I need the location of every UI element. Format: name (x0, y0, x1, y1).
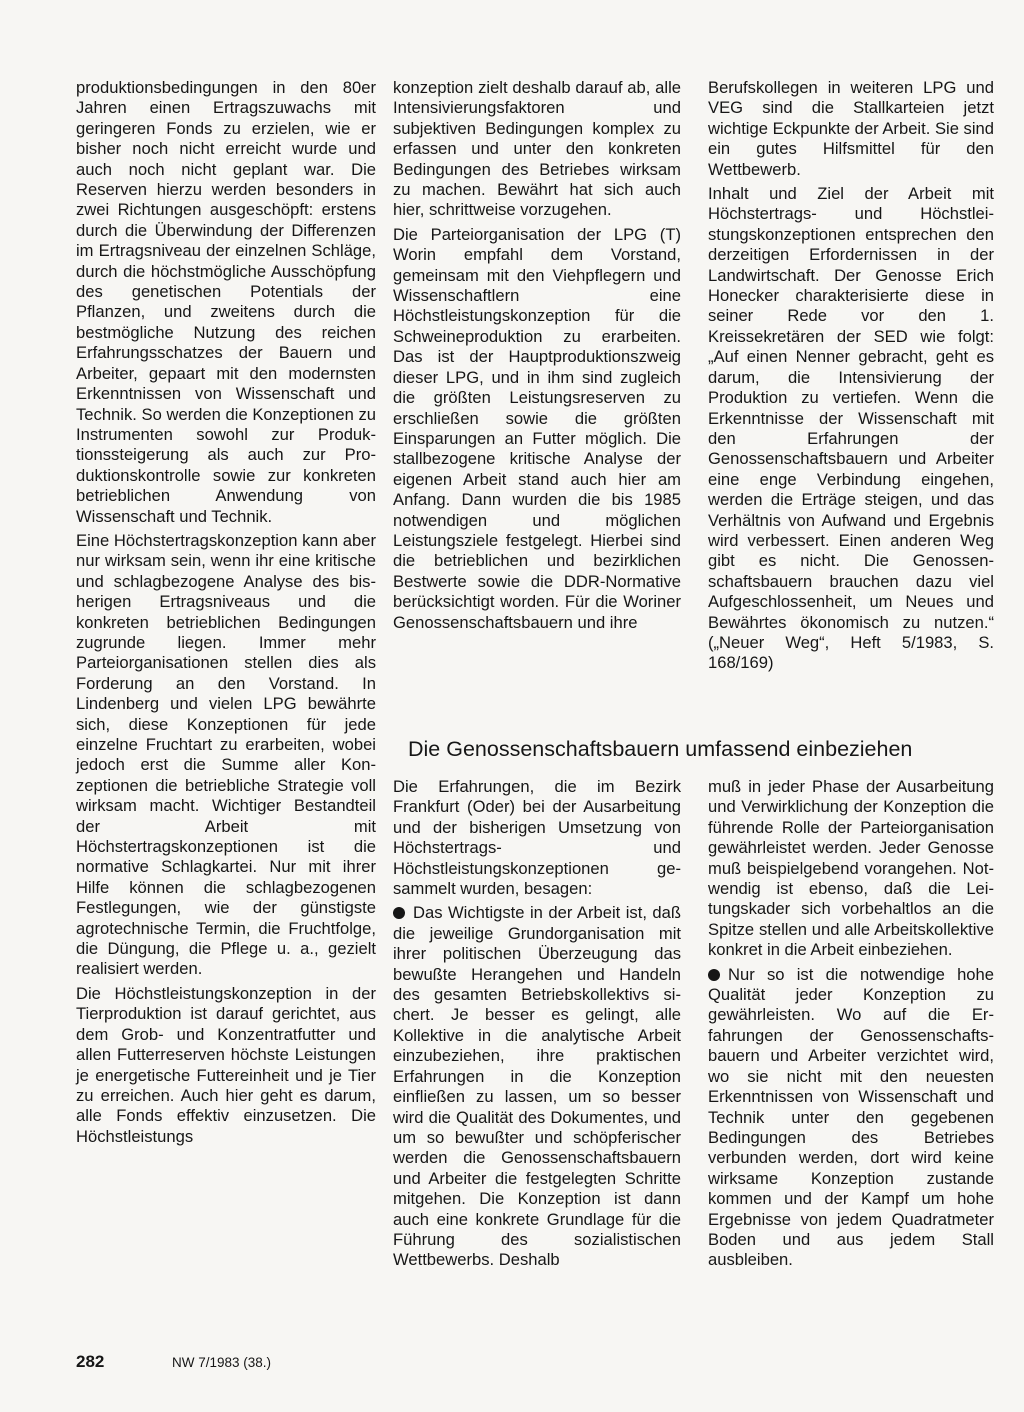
text-column-1 (76, 78, 376, 1147)
paragraph: produktionsbedingungen in den 80er Jahren einen Ertragszuwachs mit geringeren Fonds zu erzielen, wie er bisher noch nicht erreicht wurde und auch noch nicht geplant war. Die Reserven hierzu werden besonders in zwei Richtungen ausgeschöpft: erstens durch die Überwindung der Differenzen im Ertragsniveau der einzelnen Schläge, durch die höchstmögliche Ausschöpfung des genetischen Potentials der Pflanzen, und zweitens durch die bestmögliche Nutzung des reichen Erfahrungsschatzes der Bauern und Arbeiter, gepaart mit den modernsten Erkenntnissen von Wissenschaft und Technik. So werden die Konzeptionen zu Instrumenten sowohl zur Produktionssteigerung als auch zur Produktionskontrolle sowie zur konkreten betrieblichen Anwendung von Wissenschaft und Technik. (76, 78, 376, 526)
paragraph: Die Höchstleistungskonzeption in der Tierproduktion ist darauf gerichtet, aus dem Grob- und Konzentratfutter und allen Futterreserven höchste Leistungen je energetische Futtereinheit und je Tier zu erreichen. Auch hier geht es darum, alle Fonds effektiv einzusetzen. Die Höchstleistungs (76, 983, 376, 1146)
text-column-2 (393, 78, 681, 633)
text-column-4 (393, 777, 681, 1271)
paragraph: Die Erfahrungen, die im Bezirk Frankfurt (Oder) bei der Ausarbeitung und der bisherigen Umsetzung von Höchstertrags- und Höchstleistungskonzeptionen gesammelt wurden, besagen: (393, 777, 681, 899)
paragraph: Berufskollegen in weiteren LPG und VEG sind die Stallkarteien jetzt wichtige Eckpunkte der Arbeit. Sie sind ein gutes Hilfsmittel für den Wettbewerb. (708, 78, 994, 179)
bullet-paragraph (393, 903, 681, 1270)
bullet-dot-icon (708, 969, 720, 981)
bullet-paragraph (708, 965, 994, 1271)
paragraph: Eine Höchstertragskonzeption kann aber nur wirksam sein, wenn ihr eine kritische und schlagbezogene Analyse des bisherigen Ertragsniveaus und die konkreten betrieblichen Bedingungen zugrunde liegen. Immer mehr Parteiorganisationen stellen dies als Forderung an den Vorstand. In Lindenberg und vielen LPG bewährte sich, diese Konzeptionen für jede einzelne Fruchtart zu erarbeiten, wobei jedoch erst die Summe aller Konzeptionen die betriebliche Strategie voll wirksam macht. Wichtiger Bestandteil der Arbeit mit Höchstertragskonzeptionen ist die normative Schlagkartei. Nur mit ihrer Hilfe können die schlagbezogenen Festlegungen, wie der günstigste agrotechnische Termin, die Fruchtfolge, die Düngung, die Pflege u. a., gezielt realisiert werden. (76, 530, 376, 979)
text-column-3 (708, 78, 994, 674)
bullet-text: Nur so ist die notwendige hohe Qualität jeder Konzeption zu gewährleisten. Wo auf die Erfahrungen der Genossenschaftsbauern und Arbeiter verzichtet wird, wo sie nicht mit den neuesten Erkenntnissen von Wissenschaft und Technik unter den gegebenen Bedingungen des Betriebes verbunden werden, dort wird keine wirksame Konzeption zustande kommen und der Kampf um hohe Ergebnisse von jedem Quadratmeter Boden und aus jedem Stall ausbleiben. (708, 964, 994, 1270)
paragraph: konzeption zielt deshalb darauf ab, alle Intensivierungsfaktoren und subjektiven Bedingungen komplex zu erfassen und unter den konkreten Bedingungen des Betriebes wirksam zu machen. Bewährt hat sich auch hier, schrittweise vorzugehen. (393, 78, 681, 220)
paragraph: muß in jeder Phase der Ausarbeitung und Verwirklichung der Konzeption die führende Rolle der Parteiorganisation gewährleistet werden. Jeder Genosse muß beispielgebend vorangehen. Notwendig ist ebenso, daß die Leitungskader sich vorbehaltlos an die Spitze stellen und alle Arbeitskollektive konkret in die Arbeit einbeziehen. (708, 777, 994, 960)
issue-reference: NW 7/1983 (38.) (172, 1355, 272, 1370)
section-heading: Die Genossenschaftsbauern umfassend einbeziehen (408, 737, 913, 761)
bullet-dot-icon (393, 907, 405, 919)
paragraph: Die Parteiorganisation der LPG (T) Worin empfahl dem Vorstand, gemeinsam mit den Viehpflegern und Wissenschaftlern eine Höchstleistungskonzeption für die Schweineproduktion zu erarbeiten. Das ist der Hauptproduktionszweig dieser LPG, und in ihm sind zugleich die größten Leistungsreserven zu erschließen sowie die größten Einsparungen an Futter möglich. Die stallbezogene kritische Analyse der eigenen Arbeit stand auch hier am Anfang. Dann wurden die bis 1985 notwendigen und möglichen Leistungsziele festgelegt. Hierbei sind die betrieblichen und bezirklichen Bestwerte sowie die DDR-Normative berücksichtigt worden. Für die Woriner Genossenschaftsbauern und ihre (393, 224, 681, 632)
page-number: 282 (76, 1352, 105, 1371)
text-column-5 (708, 777, 994, 1271)
paragraph: Inhalt und Ziel der Arbeit mit Höchstertrags- und Höchstleistungskonzeptionen entsprechen den derzeitigen Erfordernissen in der Landwirtschaft. Der Genosse Erich Honecker charakterisierte diese in seiner Rede vor den 1. Kreissekretären der SED wie folgt: „Auf einen Nenner gebracht, geht es darum, die Intensivierung der Produktion zu vertiefen. Wenn die Erkenntnisse der Wissenschaft mit den Erfahrungen der Genossenschaftsbauern und Arbeiter eine enge Verbindung eingehen, werden die Erträge steigen, und das Verhältnis von Aufwand und Ergebnis wird verbessert. Einen anderen Weg gibt es nicht. Die Genossenschaftsbauern brauchen dazu viel Aufgeschlossenheit, um Neues und Bewährtes ökonomisch zu nutzen.“ („Neuer Weg“, Heft 5/1983, S. 168/169) (708, 184, 994, 673)
bullet-text: Das Wichtigste in der Arbeit ist, daß die jeweilige Grundorganisation mit ihrer politischen Überzeugung das bewußte Herangehen und Handeln des gesamten Betriebskollektivs sichert. Je besser es gelingt, alle Kollektive in die analytische Arbeit einzubeziehen, ihre praktischen Erfahrungen in die Konzeption einfließen zu lassen, um so besser wird die Qualität des Dokumentes, und um so bewußter und schöpferischer werden die Genossenschaftsbauern und Arbeiter die festgelegten Schritte mitgehen. Die Konzeption ist dann auch eine konkrete Grundlage für die Führung des sozialistischen Wettbewerbs. Deshalb (393, 903, 681, 1270)
